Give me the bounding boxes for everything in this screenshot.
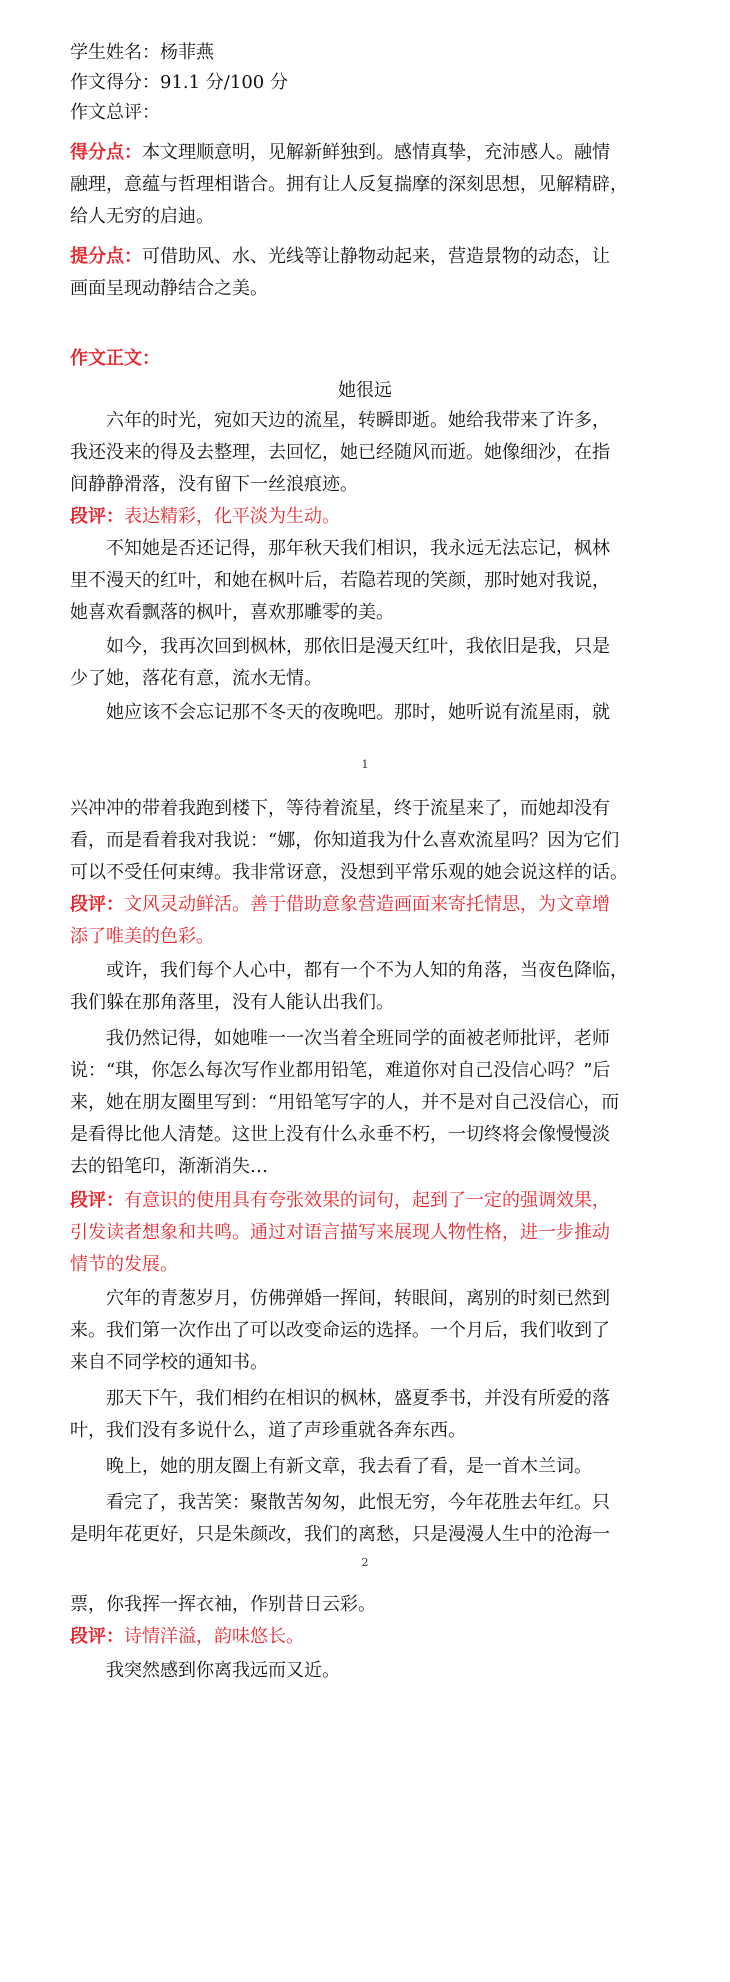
strengths-line: 给人无穷的启迪。 (70, 206, 214, 227)
student-name-label: 学生姓名： (70, 42, 160, 63)
paragraph-comment-text: 有意识的使用具有夸张效果的词句，起到了一定的强调效果， (124, 1190, 610, 1211)
improvements-label: 提分点： (70, 246, 142, 267)
essay-line: 我还没来的得及去整理，去回忆，她已经随风而逝。她像细沙，在指 (70, 442, 610, 463)
score-label: 作文得分： (70, 72, 160, 93)
essay-line: 我们躲在那角落里，没有人能认出我们。 (70, 992, 394, 1013)
essay-line: 来自不同学校的通知书。 (70, 1352, 268, 1373)
essay-line: 来。我们第一次作出了可以改变命运的选择。一个月后，我们收到了 (70, 1320, 610, 1341)
essay-line: 说：“琪，你怎么每次写作业都用铅笔，难道你对自己没信心吗？”后 (70, 1060, 611, 1081)
student-name-value: 杨菲燕 (160, 42, 214, 63)
essay-line: 里不漫天的红叶，和她在枫叶后，若隐若现的笑颜，那时她对我说， (70, 570, 610, 591)
paragraph-comment-label: 段评： (70, 1190, 124, 1211)
essay-line: 间静静滑落，没有留下一丝浪痕迹。 (70, 474, 358, 495)
page-number: 1 (361, 758, 369, 771)
strengths-line: 得分点：本文理顺意明，见解新鲜独到。感情真挚，充沛感人。融情 (70, 142, 610, 163)
essay-line: 穴年的青葱岁月，仿佛弹婚一挥间，转眼间，离别的时刻已然到 (70, 1288, 610, 1309)
essay-line: 可以不受任何束缚。我非常讶意，没想到平常乐观的她会说这样的话。 (70, 862, 628, 883)
paragraph-comment (70, 1188, 660, 1214)
essay-label: 作文正文： (70, 348, 160, 369)
essay-line: 我突然感到你离我远而又近。 (70, 1660, 340, 1681)
essay-line: 不知她是否还记得，那年秋天我们相识，我永远无法忘记，枫林 (70, 538, 610, 559)
essay-line: 如今，我再次回到枫林，那依旧是漫天红叶，我依旧是我，只是 (70, 636, 610, 657)
paragraph-comment-text: 文风灵动鲜活。善于借助意象营造画面来寄托情思，为文章增 (124, 894, 610, 915)
essay-line: 她应该不会忘记那不冬天的夜晚吧。那时，她听说有流星雨，就 (70, 702, 610, 723)
essay-line: 看，而是看着我对我说：“娜，你知道我为什么喜欢流星吗？因为它们 (70, 830, 620, 851)
essay-line: 六年的时光，宛如天边的流星，转瞬即逝。她给我带来了许多， (70, 410, 610, 431)
essay-line: 她喜欢看飘落的枫叶，喜欢那雕零的美。 (70, 602, 394, 623)
essay-line: 叶，我们没有多说什么，道了声珍重就各奔东西。 (70, 1420, 466, 1441)
essay-line: 票，你我挥一挥衣袖，作别昔日云彩。 (70, 1594, 376, 1615)
essay-line: 少了她，落花有意，流水无情。 (70, 668, 322, 689)
paragraph-comment-text: 表达精彩，化平淡为生动。 (124, 506, 340, 527)
essay-line: 是看得比他人清楚。这世上没有什么永垂不朽，一切终将会像慢慢淡 (70, 1124, 610, 1145)
paragraph-comment-text: 诗情洋溢，韵味悠长。 (124, 1626, 304, 1647)
improvements-line: 提分点：可借助风、水、光线等让静物动起来，营造景物的动态，让 (70, 246, 610, 267)
paragraph-comment-label: 段评： (70, 894, 124, 915)
page-number: 2 (361, 1556, 369, 1569)
score-value: 91.1 分/100 分 (160, 72, 288, 93)
paragraph-comment (70, 892, 660, 918)
improvements-line: 画面呈现动静结合之美。 (70, 278, 268, 299)
essay-line: 去的铅笔印，渐渐消失… (70, 1156, 268, 1177)
essay-line: 晚上，她的朋友圈上有新文章，我去看了看，是一首木兰词。 (70, 1456, 592, 1477)
essay-line: 那天下午，我们相约在相识的枫林，盛夏季书，并没有所爱的落 (70, 1388, 610, 1409)
paragraph-comment (70, 1624, 660, 1650)
essay-title: 她很远 (338, 380, 392, 401)
paragraph-comment (70, 504, 660, 530)
essay-line: 兴冲冲的带着我跑到楼下，等待着流星，终于流星来了，而她却没有 (70, 798, 610, 819)
essay-line: 或许，我们每个人心中，都有一个不为人知的角落，当夜色降临， (70, 960, 628, 981)
paragraph-comment-label: 段评： (70, 1626, 124, 1647)
paragraph-comment-label: 段评： (70, 506, 124, 527)
paragraph-comment: 添了唯美的色彩。 (70, 926, 214, 947)
summary-label: 作文总评： (70, 102, 160, 123)
strengths-label: 得分点： (70, 142, 142, 163)
score-row (70, 70, 660, 96)
student-name-row (70, 40, 660, 66)
essay-line: 我仍然记得，如她唯一一次当着全班同学的面被老师批评，老师 (70, 1028, 610, 1049)
essay-line: 看完了，我苦笑：聚散苦匆匆，此恨无穷，今年花胜去年红。只 (70, 1492, 610, 1513)
essay-line: 来，她在朋友圈里写到：“用铅笔写字的人，并不是对自己没信心，而 (70, 1092, 620, 1113)
paragraph-comment: 引发读者想象和共鸣。通过对语言描写来展现人物性格，进一步推动 (70, 1222, 610, 1243)
essay-line: 是明年花更好，只是朱颜改，我们的离愁，只是漫漫人生中的沧海一 (70, 1524, 610, 1545)
paragraph-comment: 情节的发展。 (70, 1254, 178, 1275)
strengths-line: 融理，意蕴与哲理相谐合。拥有让人反复揣摩的深刻思想，见解精辟， (70, 174, 628, 195)
